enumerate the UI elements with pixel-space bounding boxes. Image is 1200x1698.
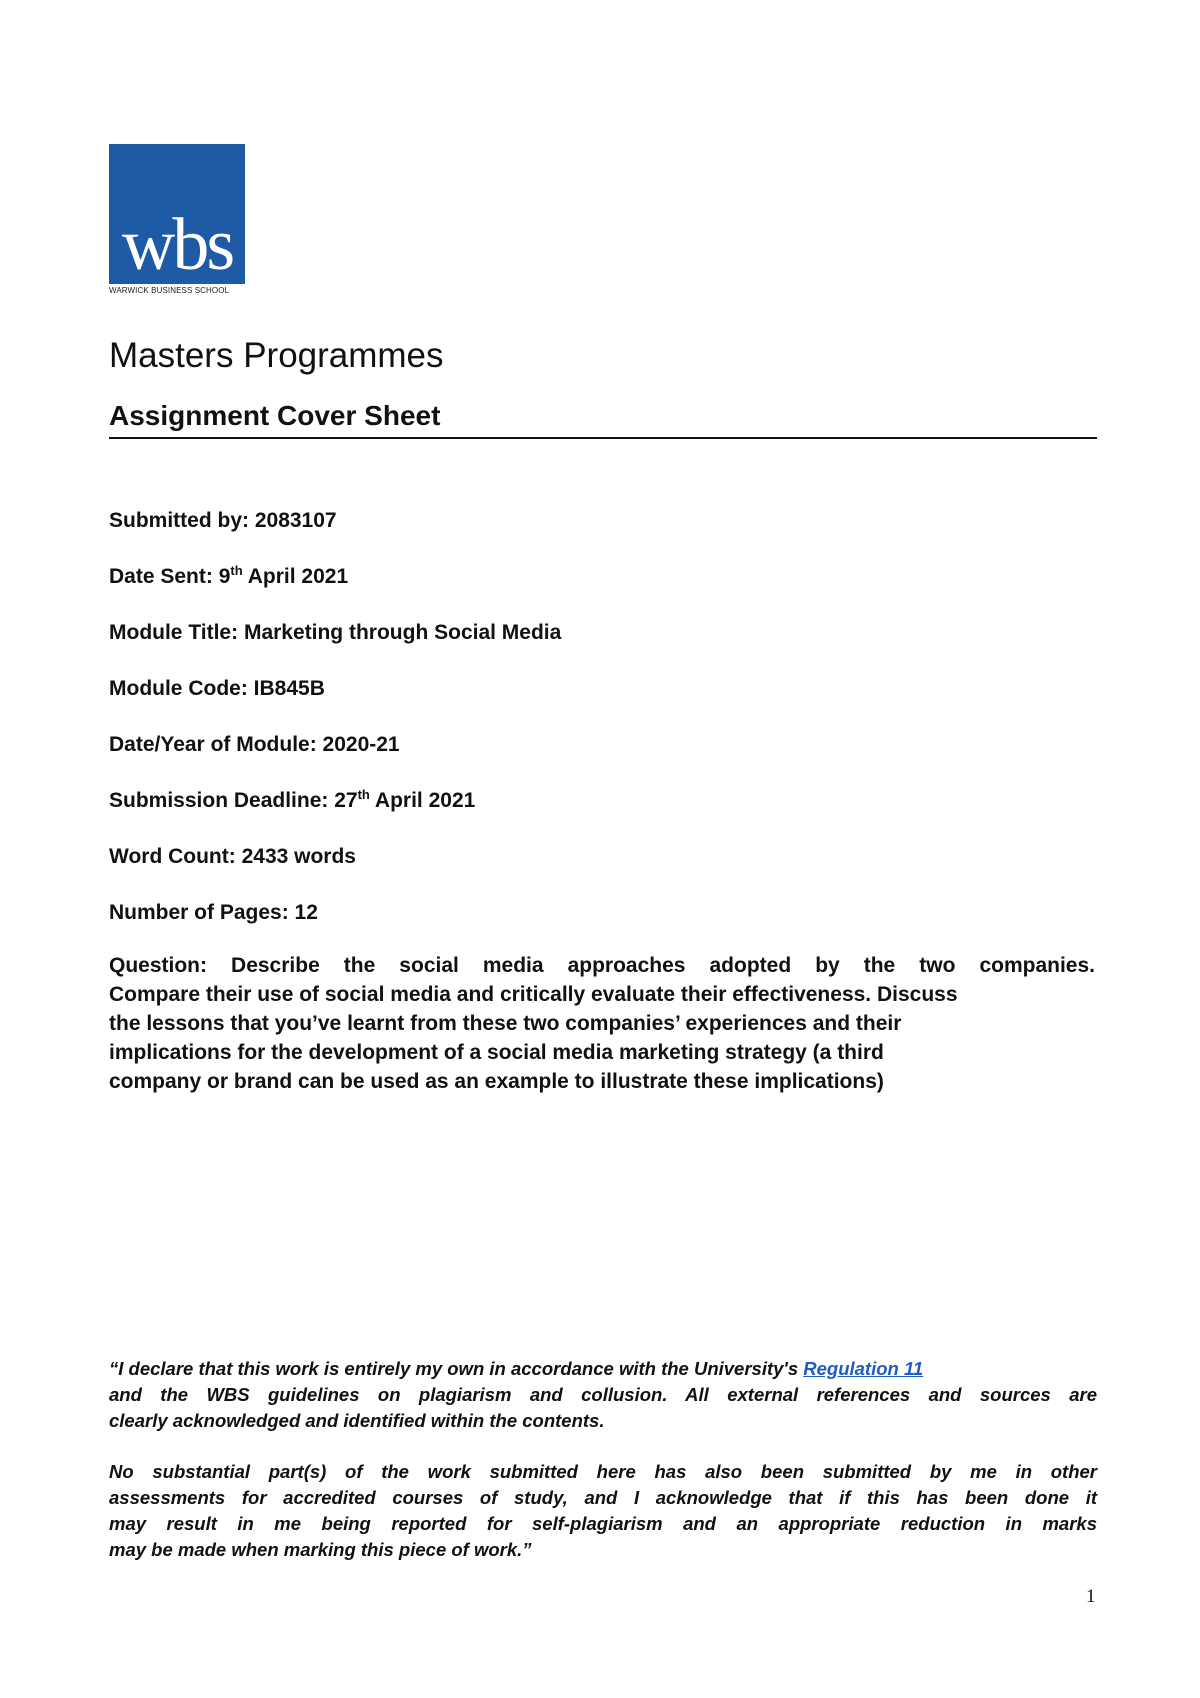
declaration-line: assessments for accredited courses of study, and I acknowledge that if this has been done it <box>109 1487 1097 1508</box>
assignment-question <box>109 951 1095 1096</box>
wbs-logo-text: wbs <box>121 204 233 284</box>
declaration-line: may be made when marking this piece of work.” <box>109 1539 532 1560</box>
module-code-field <box>109 676 325 701</box>
module-year-label: Date/Year of Module: <box>109 733 317 756</box>
title-divider <box>109 437 1097 439</box>
word-count-value: 2433 words <box>241 845 356 868</box>
pages-field <box>109 900 318 925</box>
module-code-value: IB845B <box>253 677 325 700</box>
page-title: Masters Programmes <box>109 336 444 375</box>
question-line: Compare their use of social media and critically evaluate their effectiveness. Discuss <box>109 983 958 1006</box>
deadline-suffix: th <box>357 787 370 802</box>
wbs-logo <box>109 144 245 284</box>
question-line: Question: Describe the social media approaches adopted by the two companies. <box>109 954 1095 977</box>
question-line: the lessons that you’ve learnt from these two companies’ experiences and their <box>109 1012 902 1035</box>
date-sent-field <box>109 564 348 589</box>
word-count-label: Word Count: <box>109 845 236 868</box>
declaration-line: No substantial part(s) of the work submitted here has also been submitted by me in other <box>109 1461 1097 1482</box>
submitted-by-field <box>109 508 337 533</box>
page-subtitle: Assignment Cover Sheet <box>109 400 441 431</box>
date-sent-label: Date Sent: <box>109 565 213 588</box>
module-title-value: Marketing through Social Media <box>243 621 562 644</box>
module-code-label: Module Code: <box>109 677 248 700</box>
submitted-by-label: Submitted by: <box>109 509 249 532</box>
date-sent-day: 9 <box>218 565 231 588</box>
module-title-label: Module Title: <box>109 621 239 644</box>
declaration-line <box>109 1356 1097 1382</box>
declaration-line: may result in me being reported for self-plagiarism and an appropriate reduction in marks <box>109 1513 1097 1534</box>
deadline-label: Submission Deadline: <box>109 789 329 812</box>
submitted-by-value: 2083107 <box>254 509 337 532</box>
page-number: 1 <box>1086 1586 1096 1607</box>
declaration-start: “I declare that this work is entirely my own in accordance with the University's <box>109 1358 799 1379</box>
deadline-field <box>109 788 475 813</box>
deadline-rest: April 2021 <box>374 789 476 812</box>
question-line: implications for the development of a social media marketing strategy (a third <box>109 1041 884 1064</box>
deadline-day: 27 <box>334 789 358 812</box>
declaration-line: and the WBS guidelines on plagiarism and collusion. All external references and sources are <box>109 1384 1097 1405</box>
module-title-field <box>109 620 561 645</box>
wbs-logo-caption: WARWICK BUSINESS SCHOOL <box>109 286 230 295</box>
pages-value: 12 <box>294 901 318 924</box>
date-sent-suffix: th <box>230 563 243 578</box>
regulation-11-link[interactable]: Regulation 11 <box>803 1358 924 1379</box>
module-year-value: 2020-21 <box>322 733 400 756</box>
date-sent-rest: April 2021 <box>247 565 349 588</box>
declaration-paragraph-2 <box>109 1459 1097 1563</box>
module-year-field <box>109 732 400 757</box>
declaration-line: clearly acknowledged and identified within the contents. <box>109 1410 605 1431</box>
pages-label: Number of Pages: <box>109 901 289 924</box>
declaration-paragraph-1 <box>109 1356 1097 1434</box>
word-count-field <box>109 844 356 869</box>
question-line: company or brand can be used as an example to illustrate these implications) <box>109 1070 884 1093</box>
